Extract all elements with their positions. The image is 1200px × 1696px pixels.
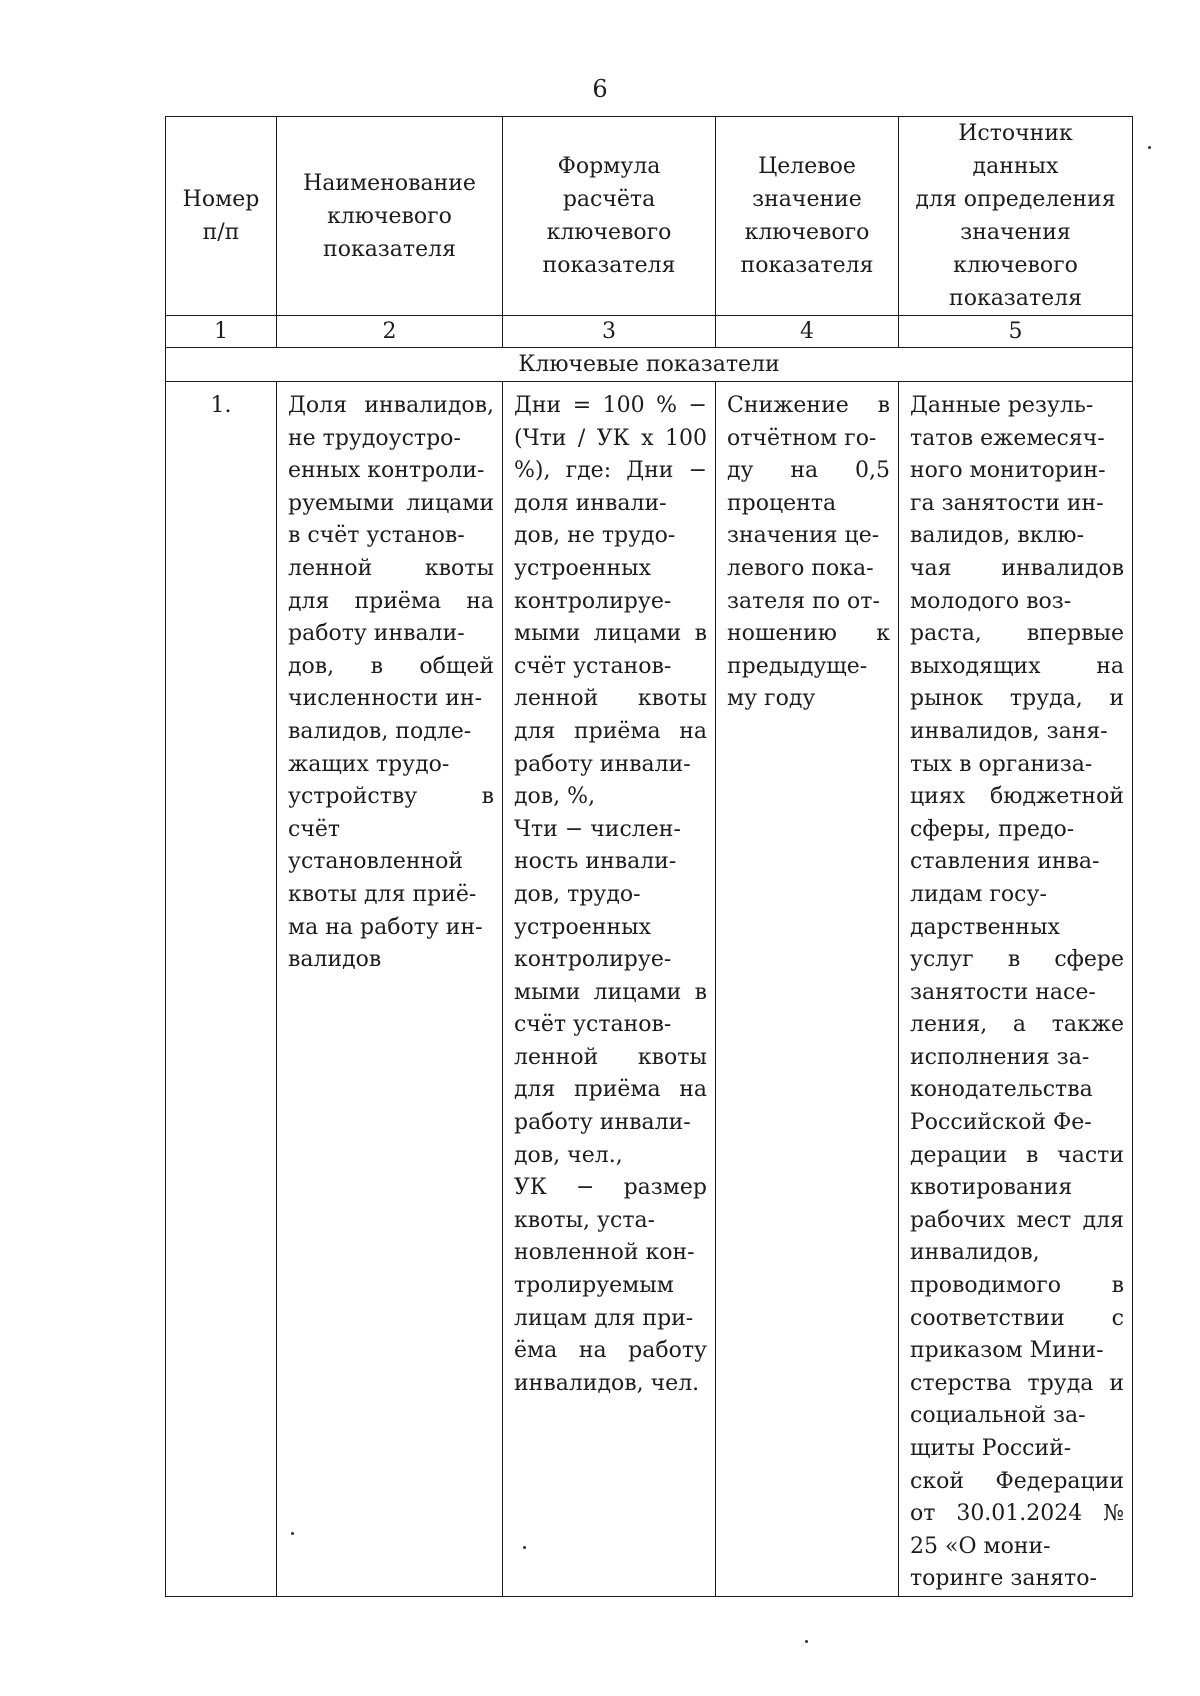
scan-speck	[523, 1546, 526, 1549]
page-number: 6	[592, 75, 608, 103]
target-cell	[716, 382, 899, 1597]
column-number: 2	[277, 316, 503, 348]
formula-text: Дни = 100 % − (Чти / УК х 100 %), где: Дни − доля инвали- дов, не трудо- устроенных контролируе- мыми лицами в счёт установ- ленной квоты для приёма на работу инвали- дов, %, Чти − числен- ность инвали- дов, трудо- устроенных контролируе- мыми лицами в счёт установ- ленной квоты для приёма на работу инвали- дов, чел., УК − размер квоты, уста- новленной кон- тролируемым лицам для при- ёма на работу инвалидов, чел.	[514, 393, 707, 1396]
column-number-row	[166, 316, 1133, 348]
header-number: Номер п/п	[166, 117, 277, 316]
header-data-source: Источник данных для определения значения ключевого показателя	[899, 117, 1133, 316]
column-number: 4	[716, 316, 899, 348]
section-title: Ключевые показатели	[166, 348, 1133, 382]
header-target-value: Целевое значение ключевого показателя	[716, 117, 899, 316]
scan-speck	[291, 1532, 294, 1535]
indicator-name: Доля инвалидов, не трудоустро- енных контроли- руемыми лицами в счёт установ- ленной квоты для приёма на работу инвали- дов, в общей численности ин- валидов, подле- жащих трудо- устройству в счёт установленной квоты для приё- ма на работу ин- валидов	[288, 393, 494, 973]
table-row	[166, 382, 1133, 1597]
target-text: Снижение в отчётном го- ду на 0,5 процента значения це- левого пока- зателя по от- ношению к предыдуще- му году	[727, 393, 890, 712]
key-indicators-table	[165, 116, 1133, 1597]
formula-cell	[503, 382, 716, 1597]
source-text: Данные резуль- татов ежемесяч- ного мониторин- га занятости ин- валидов, вклю- чая инвалидов молодого воз- раста, впервые выходящих на рынок труда, и инвалидов, заня- тых в организа- циях бюджетной сферы, предо- ставления инва- лидам госу- дарственных услуг в сфере занятости насе- ления, а также исполнения за- конодательства Российской Фе- дерации в части квотирования рабочих мест для инвалидов, проводимого в соответствии с приказом Мини- стерства труда и социальной за- щиты Россий- ской Федерации от 30.01.2024 № 25 «О мони- торинге занято-	[910, 393, 1124, 1592]
row-number: 1.	[166, 382, 277, 1597]
column-number: 1	[166, 316, 277, 348]
header-indicator-name: Наименование ключевого показателя	[277, 117, 503, 316]
indicator-name-cell	[277, 382, 503, 1597]
scan-speck	[805, 1640, 808, 1643]
header-formula: Формула расчёта ключевого показателя	[503, 117, 716, 316]
scan-speck	[1148, 146, 1151, 149]
section-row	[166, 348, 1133, 382]
column-number: 5	[899, 316, 1133, 348]
table-header-row	[166, 117, 1133, 316]
source-cell	[899, 382, 1133, 1597]
column-number: 3	[503, 316, 716, 348]
